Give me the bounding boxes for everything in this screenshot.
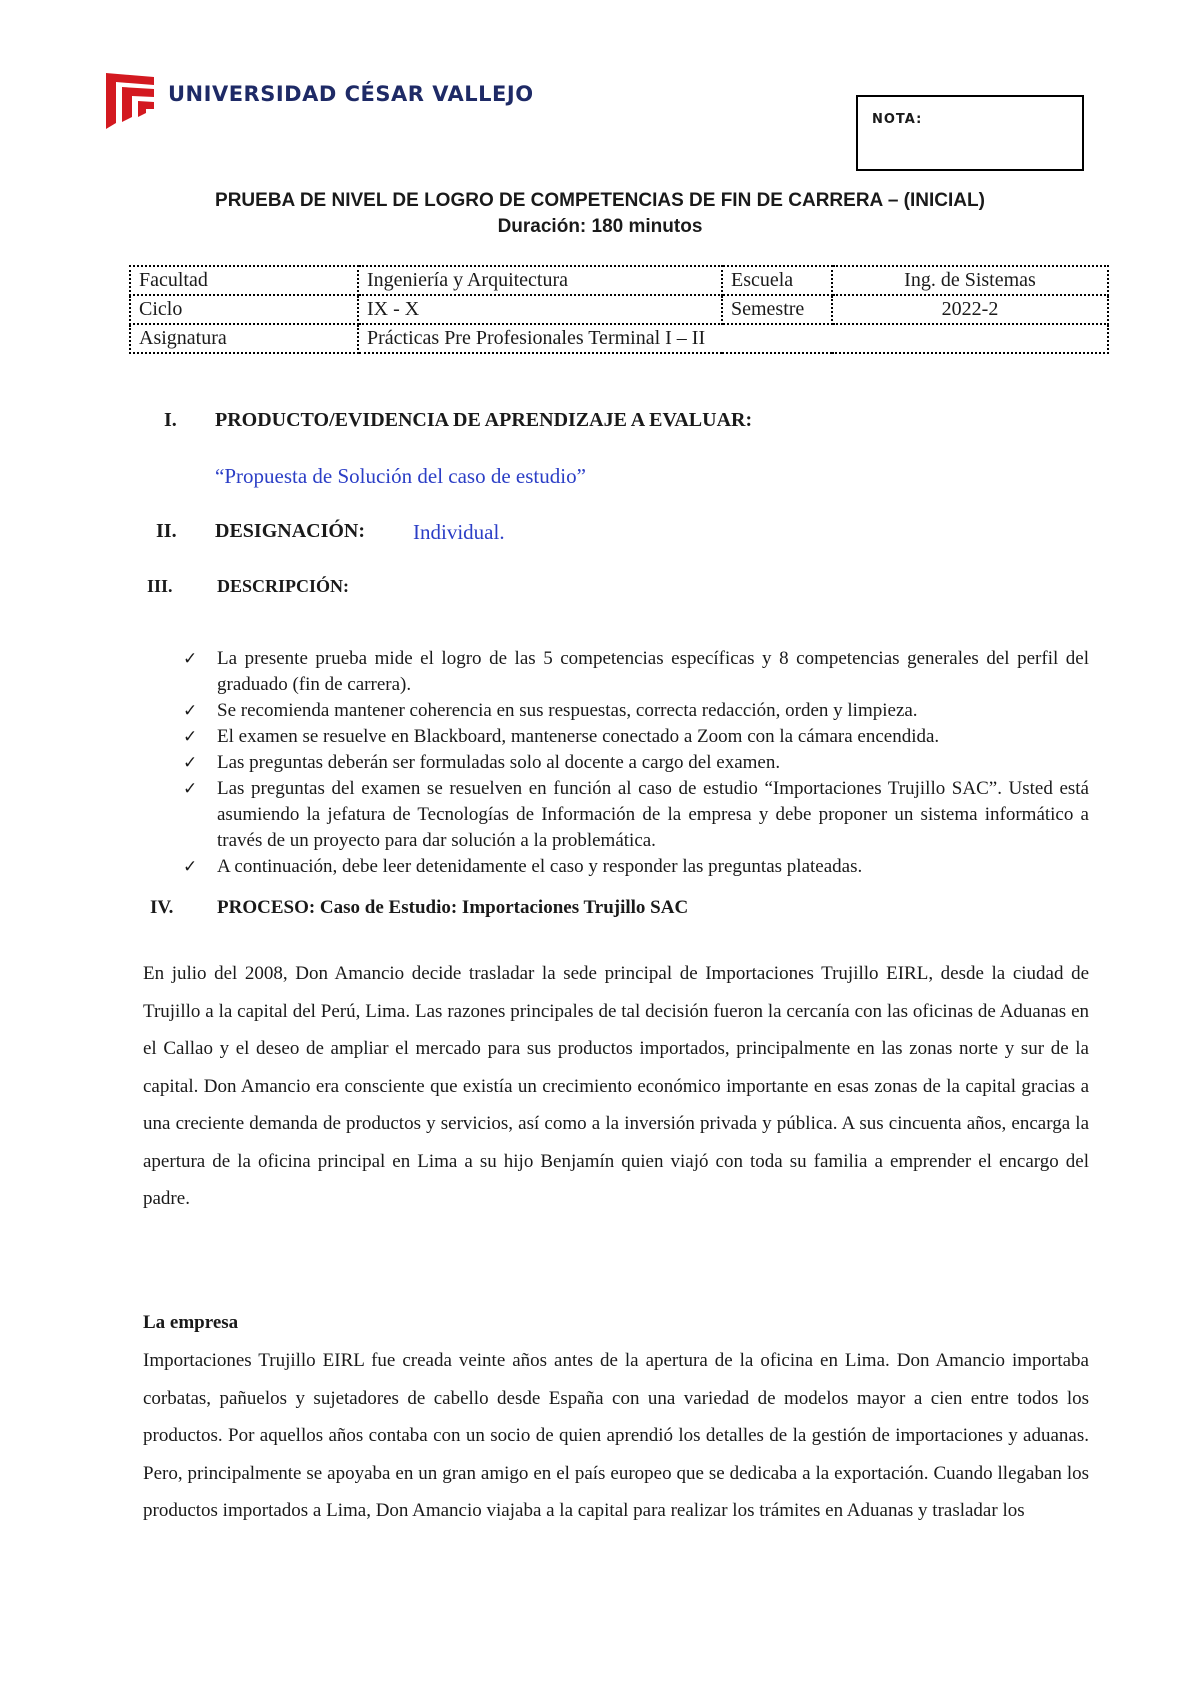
section-2-number: II. [156, 520, 177, 542]
course-info-table [129, 265, 1109, 354]
list-item-text: La presente prueba mide el logro de las 5 competencias específicas y 8 competencias generales del perfil del graduado (fin de carrera). [217, 648, 1089, 695]
section-3-number: III. [147, 576, 173, 596]
section-4-title: : Caso de Estudio: Importaciones Trujillo SAC [308, 897, 689, 918]
case-subheading: La empresa [143, 1312, 239, 1333]
checkmark-icon: ✓ [183, 649, 198, 669]
semestre-label: Semestre [722, 295, 832, 324]
description-list [183, 646, 1089, 880]
ucv-logo-icon [106, 73, 154, 129]
table-row [130, 324, 1108, 353]
list-item [183, 698, 1089, 724]
section-1-number: I. [164, 409, 177, 431]
table-row [130, 266, 1108, 295]
list-item [183, 854, 1089, 880]
list-item [183, 776, 1089, 854]
checkmark-icon: ✓ [183, 727, 198, 747]
case-paragraph-2: Importaciones Trujillo EIRL fue creada veinte años antes de la apertura de la oficina en Lima. Don Amancio importaba corbatas, pañuelos y sujetadores de cabello desde España con una variedad de modelos mayor a cien entre todos los productos. Por aquellos años contaba con un socio de quien aprendió los detalles de la gestión de importaciones y aduanas. Pero, principalmente se apoyaba en un gran amigo en el país europeo que se dedicaba a la exportación. Cuando llegaban los productos importados a Lima, Don Amancio viajaba a la capital para realizar los trámites en Aduanas y trasladar los [143, 1350, 1089, 1521]
ciclo-label: Ciclo [130, 295, 358, 324]
escuela-value: Ing. de Sistemas [832, 266, 1108, 295]
list-item [183, 724, 1089, 750]
grade-label: NOTA: [872, 112, 923, 127]
section-4-number: IV. [150, 897, 174, 918]
university-logo [106, 71, 534, 131]
list-item-text: Se recomienda mantener coherencia en sus respuestas, correcta redacción, orden y limpieza. [217, 700, 918, 721]
grade-box [856, 95, 1084, 171]
section-2-value: Individual. [413, 520, 505, 544]
checkmark-icon: ✓ [183, 779, 198, 799]
checkmark-icon: ✓ [183, 857, 198, 877]
table-row [130, 295, 1108, 324]
exam-duration: Duración: 180 minutos [497, 216, 703, 237]
exam-title: PRUEBA DE NIVEL DE LOGRO DE COMPETENCIAS DE FIN DE CARRERA – (INICIAL) [215, 190, 985, 211]
checkmark-icon: ✓ [183, 753, 198, 773]
section-1-title: PRODUCTO/EVIDENCIA DE APRENDIZAJE A EVALUAR: [215, 409, 753, 431]
list-item-text: Las preguntas del examen se resuelven en función al caso de estudio “Importaciones Trujillo SAC”. Usted está asumiendo la jefatura de Tecnologías de Información de la empresa y debe proponer un sistema informático a través de un proyecto para dar solución a la problemática. [217, 778, 1089, 851]
case-paragraph-1: En julio del 2008, Don Amancio decide trasladar la sede principal de Importaciones Trujillo EIRL, desde la ciudad de Trujillo a la capital del Perú, Lima. Las razones principales de tal decisión fueron la cercanía con las oficinas de Aduanas en el Callao y el deseo de ampliar el mercado para sus productos importados, principalmente en las zonas norte y sur de la capital. Don Amancio era consciente que existía un crecimiento económico importante en esas zonas de la capital gracias a una creciente demanda de productos y servicios, así como a la inversión privada y pública. A sus cincuenta años, encarga la apertura de la oficina principal en Lima a su hijo Benjamín quien viajó con toda su familia a emprender el encargo del padre. [143, 963, 1089, 1209]
checkmark-icon: ✓ [183, 701, 198, 721]
section-4-prefix: PROCESO [217, 897, 309, 918]
facultad-value: Ingeniería y Arquitectura [358, 266, 722, 295]
asignatura-value: Prácticas Pre Profesionales Terminal I – II [358, 324, 1108, 353]
university-name: UNIVERSIDAD CÉSAR VALLEJO [168, 82, 534, 106]
section-1-value: “Propuesta de Solución del caso de estudio” [215, 464, 586, 488]
facultad-label: Facultad [130, 266, 358, 295]
semestre-value: 2022-2 [832, 295, 1108, 324]
list-item [183, 750, 1089, 776]
section-3-title: DESCRIPCIÓN: [217, 576, 350, 596]
asignatura-label: Asignatura [130, 324, 358, 353]
section-4-heading [217, 897, 688, 919]
list-item-text: El examen se resuelve en Blackboard, mantenerse conectado a Zoom con la cámara encendida. [217, 726, 940, 747]
list-item-text: Las preguntas deberán ser formuladas solo al docente a cargo del examen. [217, 752, 781, 773]
section-2-title: DESIGNACIÓN: [215, 520, 366, 542]
list-item-text: A continuación, debe leer detenidamente el caso y responder las preguntas plateadas. [217, 856, 863, 877]
ciclo-value: IX - X [358, 295, 722, 324]
list-item [183, 646, 1089, 698]
escuela-label: Escuela [722, 266, 832, 295]
